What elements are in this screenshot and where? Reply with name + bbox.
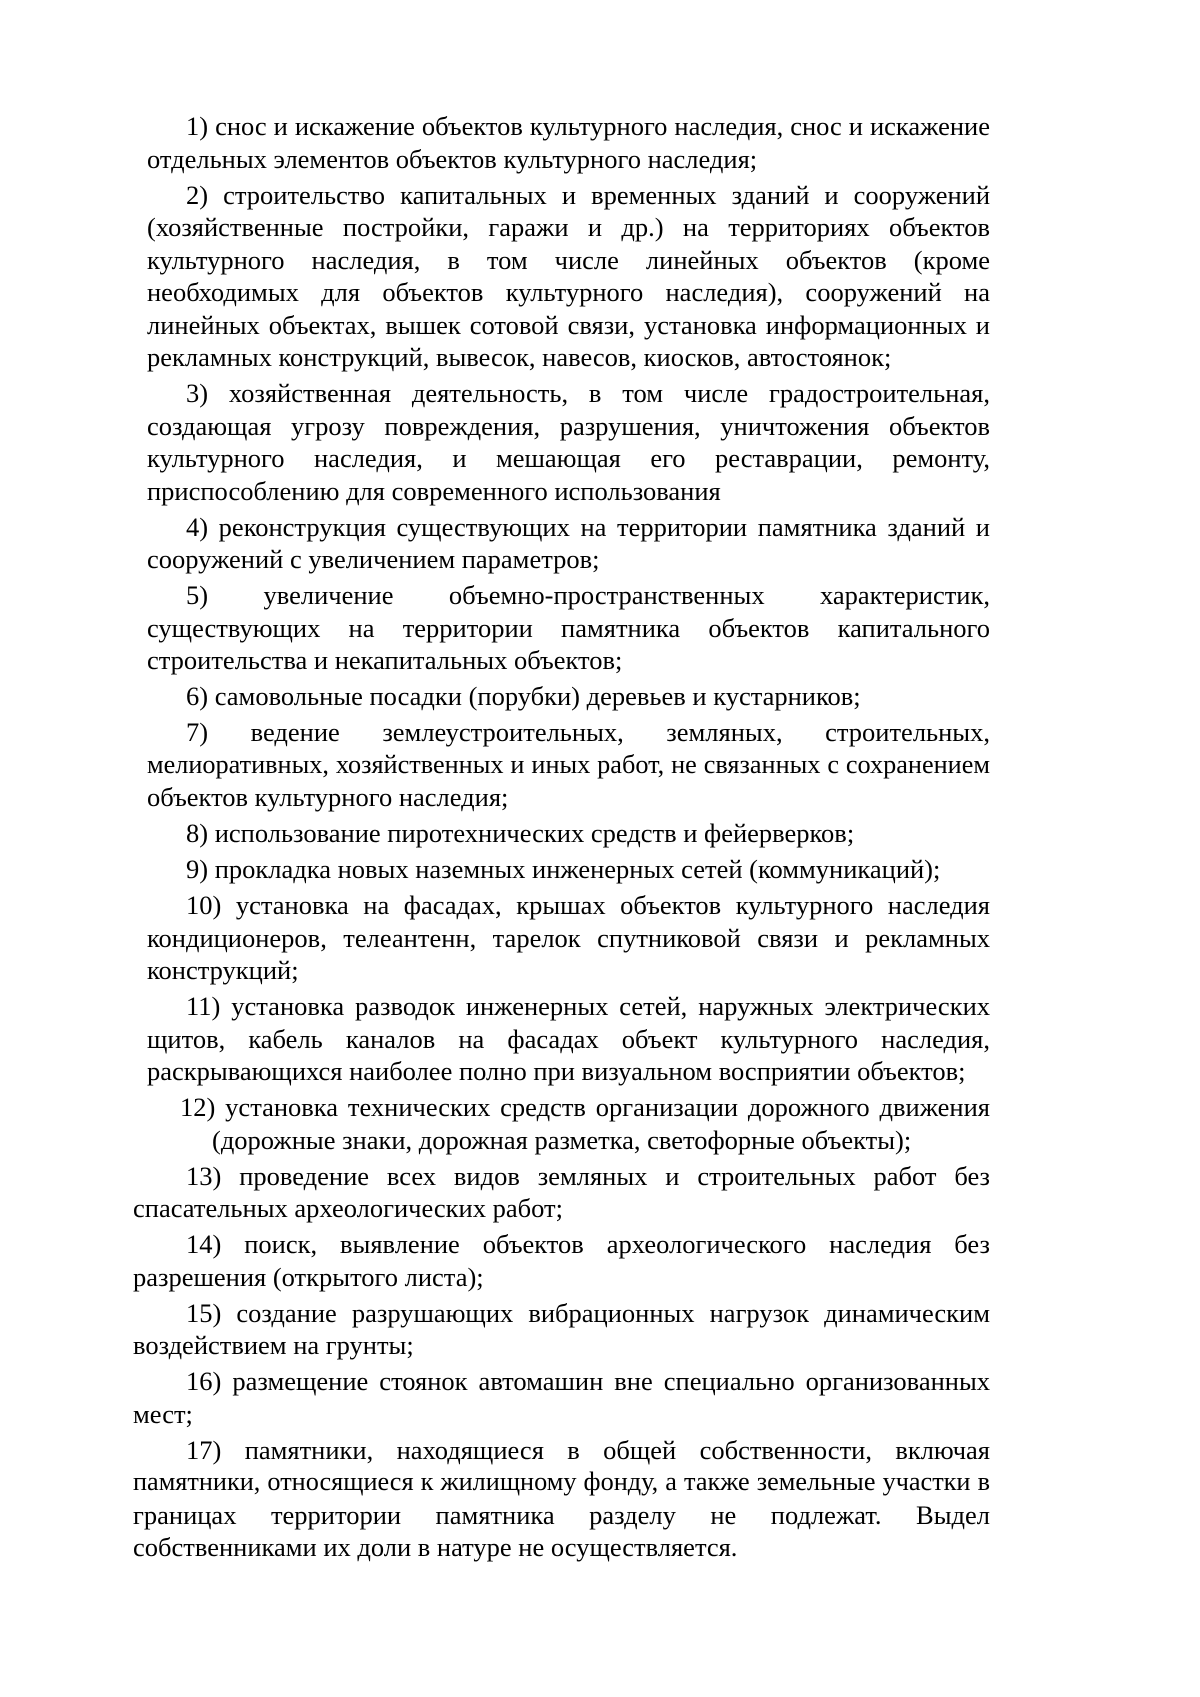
- list-item-line: (дорожные знаки, дорожная разметка, светофорные объекты);: [212, 1124, 912, 1155]
- list-item-line: культурного наследия, и мешающая его реставрации, ремонту,: [147, 443, 990, 473]
- list-item-line: собственниками их доли в натуре не осуществляется.: [133, 1532, 738, 1562]
- list-item: [0, 1160, 1200, 1225]
- list-item-line: (хозяйственные постройки, гаражи и др.) на территориях объектов: [147, 212, 990, 242]
- list-item: [0, 1228, 1200, 1293]
- list-item-line: разрешения (открытого листа);: [133, 1261, 484, 1292]
- list-item-line: 4) реконструкция существующих на территории памятника зданий и: [186, 511, 990, 542]
- list-item-line: конструкций;: [147, 955, 299, 985]
- list-item-line: строительства и некапитальных объектов;: [147, 645, 623, 675]
- list-item-line: мелиоративных, хозяйственных и иных работ, не связанных с сохранением: [147, 749, 990, 779]
- list-item-line: необходимых для объектов культурного наследия), сооружений на: [147, 277, 990, 307]
- list-item: [0, 1091, 1200, 1156]
- list-item-line: 7) ведение землеустроительных, земляных, строительных,: [186, 717, 990, 747]
- list-item-line: щитов, кабель каналов на фасадах объект культурного наследия,: [147, 1023, 990, 1054]
- list-item-line: 11) установка разводок инженерных сетей, наружных электрических: [186, 991, 990, 1021]
- list-item-line: 15) создание разрушающих вибрационных нагрузок динамическим: [186, 1297, 990, 1328]
- list-item-line: линейных объектах, вышек сотовой связи, установка информационных и: [147, 309, 990, 340]
- list-item-line: 9) прокладка новых наземных инженерных сетей (коммуникаций);: [186, 854, 941, 884]
- list-item-line: воздействием на грунты;: [133, 1330, 414, 1360]
- list-item: [0, 990, 1200, 1088]
- list-item-line: 2) строительство капитальных и временных зданий и сооружений: [186, 179, 990, 210]
- list-item: [0, 110, 1200, 175]
- list-item-line: границах территории памятника разделу не подлежат. Выдел: [133, 1499, 990, 1530]
- list-item-line: кондиционеров, телеантенн, тарелок спутниковой связи и рекламных: [147, 922, 990, 953]
- list-item-line: сооружений с увеличением параметров;: [147, 544, 600, 574]
- list-item-line: отдельных элементов объектов культурного наследия;: [147, 143, 758, 174]
- list-item-line: 10) установка на фасадах, крышах объектов культурного наследия: [186, 890, 990, 920]
- list-item: [0, 853, 1200, 886]
- list-item-line: существующих на территории памятника объектов капитального: [147, 612, 990, 643]
- list-item-line: 14) поиск, выявление объектов археологического наследия без: [186, 1229, 990, 1259]
- list-item-line: культурного наследия, в том числе линейных объектов (кроме: [147, 244, 990, 275]
- list-item-line: 16) размещение стоянок автомашин вне специально организованных: [186, 1366, 990, 1396]
- list-item-line: спасательных археологических работ;: [133, 1193, 563, 1223]
- list-item: [0, 179, 1200, 374]
- list-item-line: памятники, относящиеся к жилищному фонду, а также земельные участки в: [133, 1467, 990, 1496]
- list-item: [0, 1434, 1200, 1564]
- list-item-line: 8) использование пиротехнических средств и фейерверков;: [186, 818, 855, 848]
- list-item-line: приспособлению для современного использования: [147, 475, 721, 506]
- list-item: [0, 579, 1200, 677]
- list-item-line: 17) памятники, находящиеся в общей собственности, включая: [186, 1434, 990, 1465]
- list-item-line: 5) увеличение объемно-пространственных характеристик,: [186, 580, 990, 610]
- list-item-line: 13) проведение всех видов земляных и строительных работ без: [186, 1160, 990, 1191]
- list-item-line: 12) установка технических средств организации дорожного движения: [180, 1092, 990, 1122]
- list-item: [0, 377, 1200, 507]
- list-item: [0, 1365, 1200, 1430]
- list-item: [0, 680, 1200, 713]
- list-item-line: 3) хозяйственная деятельность, в том числе градостроительная,: [186, 378, 990, 408]
- list-item: [0, 716, 1200, 814]
- list-item-line: рекламных конструкций, вывесок, навесов, киосков, автостоянок;: [147, 342, 892, 372]
- list-item: [0, 511, 1200, 576]
- list-item-line: 1) снос и искажение объектов культурного наследия, снос и искажение: [186, 111, 990, 141]
- list-item-line: мест;: [133, 1398, 193, 1429]
- list-item: [0, 1297, 1200, 1362]
- list-item: [0, 889, 1200, 987]
- list-item-line: раскрывающихся наиболее полно при визуальном восприятии объектов;: [147, 1056, 966, 1086]
- list-item-line: 6) самовольные посадки (порубки) деревьев и кустарников;: [186, 681, 861, 711]
- list-item: [0, 817, 1200, 850]
- list-item-line: создающая угрозу повреждения, разрушения, уничтожения объектов: [147, 410, 990, 441]
- list-item-line: объектов культурного наследия;: [147, 782, 509, 812]
